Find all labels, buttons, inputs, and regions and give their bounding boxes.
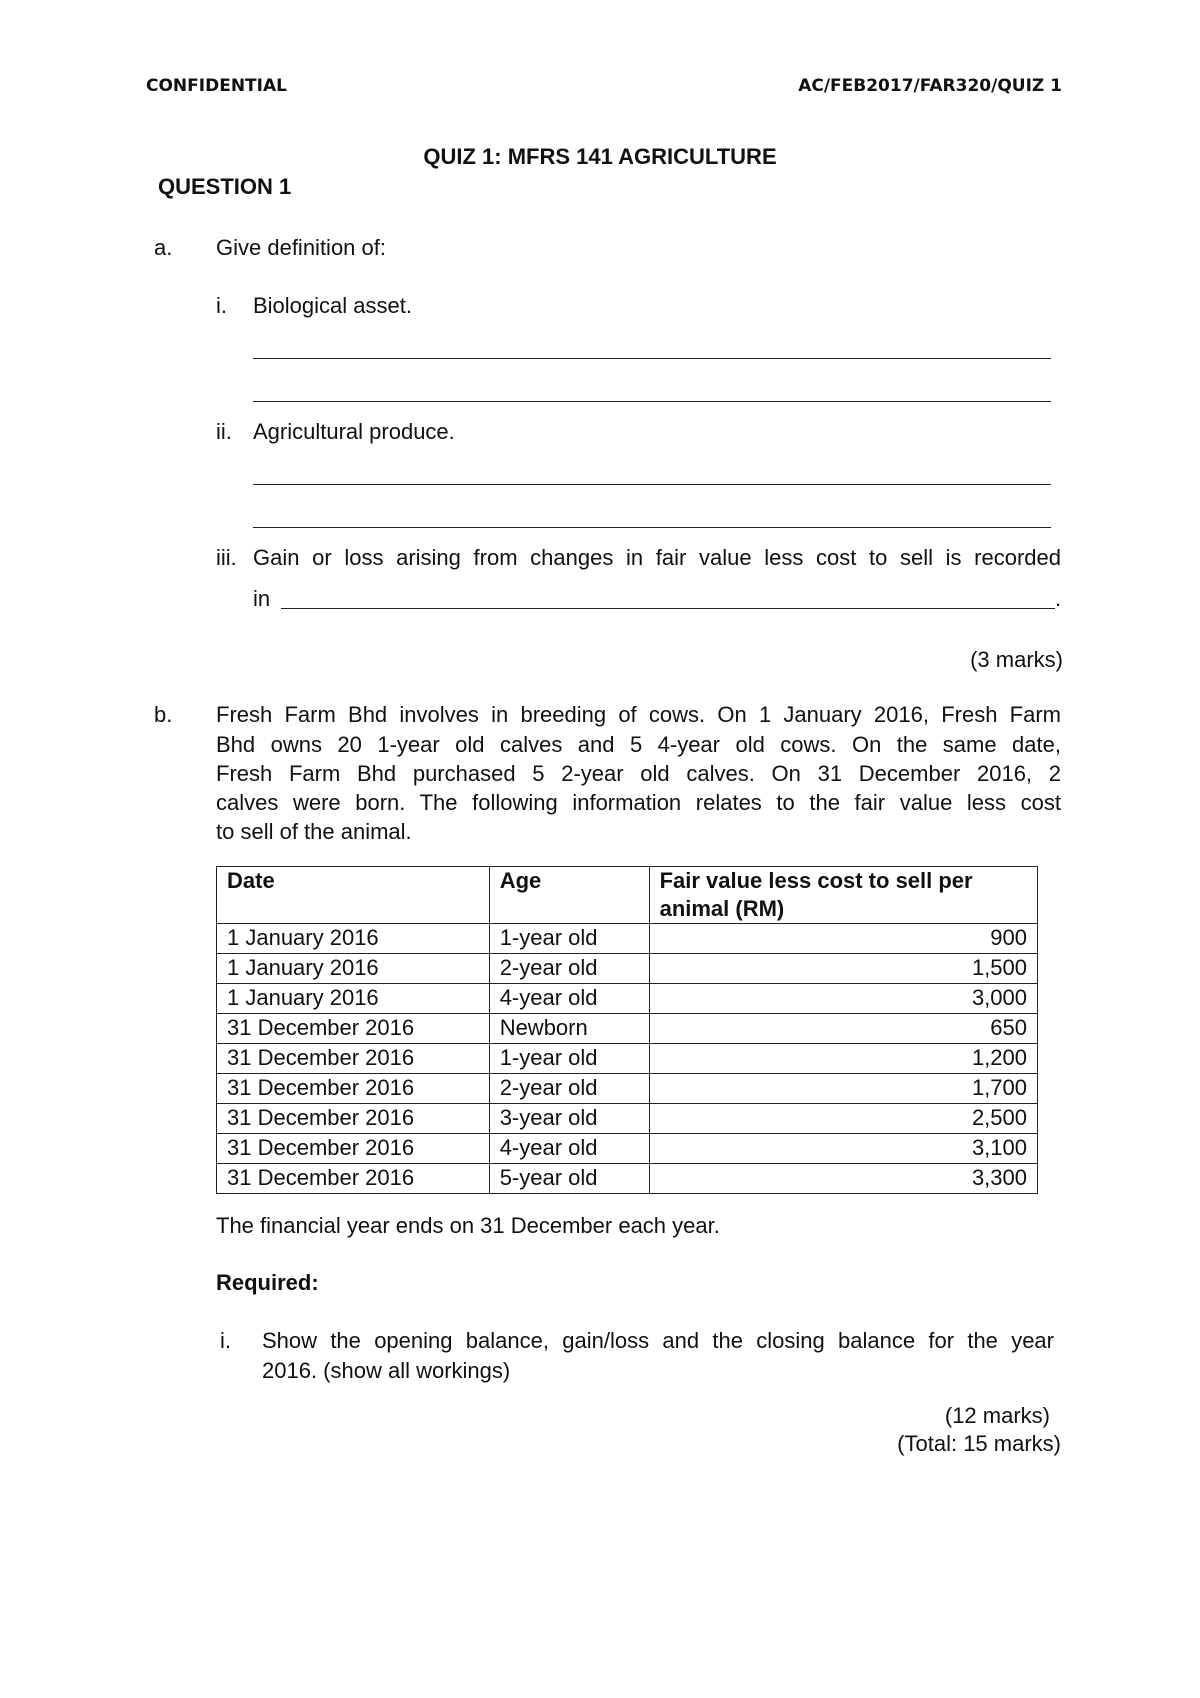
cell-age: 2-year old [489,954,649,984]
cell-age: 1-year old [489,924,649,954]
answer-line [253,358,1051,359]
paragraph-line: Fresh Farm Bhd purchased 5 2-year old calves. On 31 December 2016, 2 [216,761,1061,786]
cell-age: 2-year old [489,1074,649,1104]
header-fair-value: Fair value less cost to sell per animal (RM) [649,867,1037,924]
item-iii-end: . [1055,586,1062,611]
required-item-number: i. [220,1328,231,1353]
table-row [217,984,1038,1014]
item-i-text: Biological asset. [253,293,412,318]
table-row [217,1134,1038,1164]
quiz-title: QUIZ 1: MFRS 141 AGRICULTURE [423,144,777,169]
total-marks: (Total: 15 marks) [897,1431,1061,1456]
table-row [217,1164,1038,1194]
table-row [217,1014,1038,1044]
header-date: Date [217,867,490,924]
cell-value: 3,100 [649,1134,1037,1164]
part-a-marks: (3 marks) [970,647,1063,672]
table-row [217,954,1038,984]
paragraph-line: Bhd owns 20 1-year old calves and 5 4-year old cows. On the same date, [216,732,1061,757]
required-item-line2: 2016. (show all workings) [262,1358,511,1383]
item-i-number: i. [216,293,227,318]
required-label: Required: [216,1270,319,1295]
cell-value: 650 [649,1014,1037,1044]
table-row [217,1044,1038,1074]
fair-value-table [216,866,1038,1194]
cell-date: 31 December 2016 [217,1164,490,1194]
cell-date: 31 December 2016 [217,1104,490,1134]
item-ii-text: Agricultural produce. [253,419,455,444]
paragraph-line: calves were born. The following information relates to the fair value less cost [216,790,1061,815]
item-ii-number: ii. [216,419,232,444]
cell-age: 1-year old [489,1044,649,1074]
cell-value: 2,500 [649,1104,1037,1134]
cell-date: 1 January 2016 [217,984,490,1014]
answer-line [253,527,1051,528]
paragraph-line: Fresh Farm Bhd involves in breeding of cows. On 1 January 2016, Fresh Farm [216,702,1061,727]
header-age: Age [489,867,649,924]
cell-date: 31 December 2016 [217,1074,490,1104]
cell-value: 1,700 [649,1074,1037,1104]
answer-line [253,484,1051,485]
part-b-marks: (12 marks) [944,1403,1050,1428]
cell-age: 4-year old [489,984,649,1014]
cell-age: 4-year old [489,1134,649,1164]
required-item-line1: Show the opening balance, gain/loss and the closing balance for the year [262,1328,1054,1353]
answer-line [253,401,1051,402]
cell-date: 31 December 2016 [217,1014,490,1044]
cell-value: 1,200 [649,1044,1037,1074]
question-label: QUESTION 1 [158,174,292,199]
part-a-letter: a. [154,235,173,260]
item-iii-number: iii. [216,545,237,570]
cell-age: 5-year old [489,1164,649,1194]
header-confidential: CONFIDENTIAL [146,76,287,96]
item-iii-text: Gain or loss arising from changes in fair value less cost to sell is recorded [253,545,1061,570]
cell-age: Newborn [489,1014,649,1044]
table-row [217,924,1038,954]
cell-date: 1 January 2016 [217,954,490,984]
part-a-intro: Give definition of: [216,235,386,260]
cell-value: 3,300 [649,1164,1037,1194]
cell-date: 31 December 2016 [217,1134,490,1164]
cell-value: 900 [649,924,1037,954]
cell-value: 3,000 [649,984,1037,1014]
table-row [217,1104,1038,1134]
cell-date: 1 January 2016 [217,924,490,954]
cell-age: 3-year old [489,1104,649,1134]
cell-value: 1,500 [649,954,1037,984]
part-b-letter: b. [154,702,173,727]
item-iii-continuation: in [253,586,271,611]
cell-date: 31 December 2016 [217,1044,490,1074]
financial-year-note: The financial year ends on 31 December each year. [216,1213,720,1238]
answer-line [281,608,1055,609]
table-row [217,1074,1038,1104]
header-course-code: AC/FEB2017/FAR320/QUIZ 1 [798,76,1062,96]
table-header-row [217,867,1038,924]
paragraph-line: to sell of the animal. [216,819,412,844]
